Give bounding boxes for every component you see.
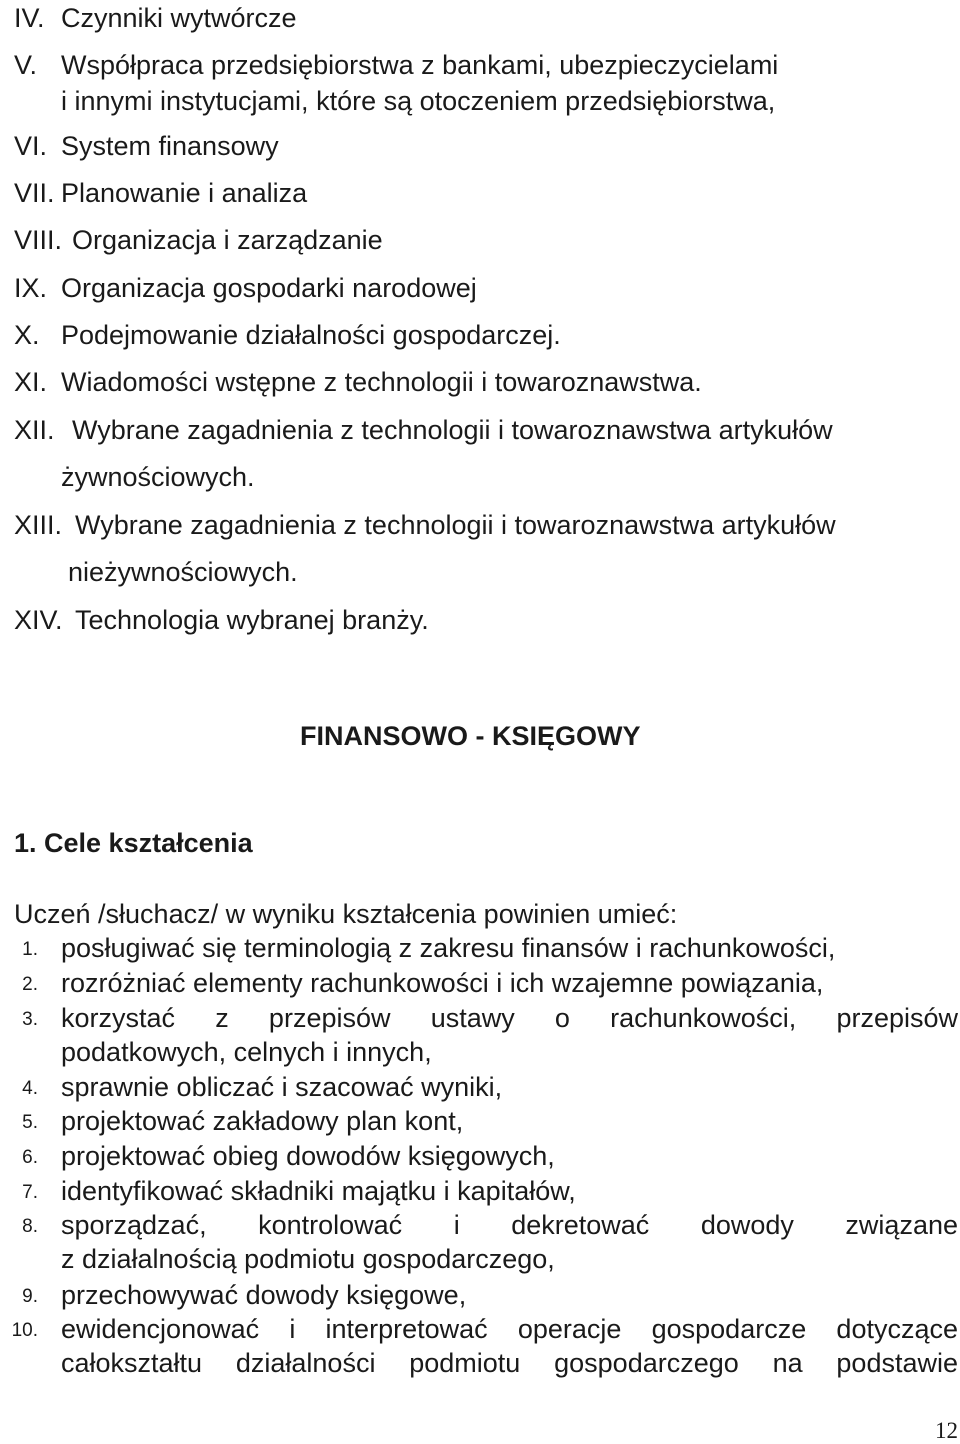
roman-number: VII.: [14, 178, 55, 208]
list-number: 5.: [22, 1112, 38, 1133]
roman-number: X.: [14, 320, 40, 350]
roman-text: Technologia wybranej branży.: [75, 605, 429, 635]
roman-text: Wiadomości wstępne z technologii i towaroznawstwa.: [61, 367, 702, 397]
section-title: FINANSOWO - KSIĘGOWY: [300, 721, 641, 751]
list-text-continued: z działalnością podmiotu gospodarczego,: [61, 1244, 555, 1274]
roman-text: Czynniki wytwórcze: [61, 3, 297, 33]
list-text: identyfikować składniki majątku i kapitałów,: [61, 1176, 576, 1206]
roman-text: Planowanie i analiza: [61, 178, 308, 208]
subsection-title: 1. Cele kształcenia: [14, 828, 253, 858]
roman-number: XI.: [14, 367, 48, 397]
roman-text: System finansowy: [61, 131, 279, 161]
roman-number: XIV.: [14, 605, 63, 635]
roman-number: XII.: [14, 415, 55, 445]
roman-text: Wybrane zagadnienia z technologii i towaroznawstwa artykułów: [75, 510, 836, 540]
roman-number: V.: [14, 50, 38, 80]
list-text: przechowywać dowody księgowe,: [61, 1280, 467, 1310]
roman-text: Podejmowanie działalności gospodarczej.: [61, 320, 561, 350]
roman-text: Wybrane zagadnienia z technologii i towaroznawstwa artykułów: [72, 415, 833, 445]
list-number: 6.: [22, 1147, 38, 1168]
roman-text: Współpraca przedsiębiorstwa z bankami, ubezpieczycielami: [61, 50, 779, 80]
intro-text: Uczeń /słuchacz/ w wyniku kształcenia powinien umieć:: [14, 899, 678, 929]
list-text: posługiwać się terminologią z zakresu finansów i rachunkowości,: [61, 933, 836, 963]
list-text: sprawnie obliczać i szacować wyniki,: [61, 1072, 503, 1102]
list-number: 4.: [22, 1078, 38, 1099]
list-text: sporządzać, kontrolować i dekretować dowody związane: [61, 1210, 958, 1240]
list-text: rozróżniać elementy rachunkowości i ich wzajemne powiązania,: [61, 968, 824, 998]
roman-text-continued: nieżywnościowych.: [68, 557, 298, 587]
page-number: 12: [935, 1418, 958, 1443]
list-number: 2.: [22, 974, 38, 995]
list-number: 1.: [22, 939, 38, 960]
roman-text-continued: i innymi instytucjami, które są otoczeniem przedsiębiorstwa,: [61, 86, 776, 116]
list-text: korzystać z przepisów ustawy o rachunkowości, przepisów: [61, 1003, 958, 1033]
list-number: 7.: [22, 1182, 38, 1203]
roman-number: IV.: [14, 3, 45, 33]
roman-text: Organizacja gospodarki narodowej: [61, 273, 477, 303]
list-text-continued: podatkowych, celnych i innych,: [61, 1037, 432, 1067]
list-number: 9.: [22, 1286, 38, 1307]
roman-text-continued: żywnościowych.: [61, 462, 255, 492]
roman-number: IX.: [14, 273, 48, 303]
list-number: 8.: [22, 1216, 38, 1237]
list-text: projektować zakładowy plan kont,: [61, 1106, 464, 1136]
list-number: 3.: [22, 1009, 38, 1030]
list-text: ewidencjonować i interpretować operacje gospodarcze dotyczące: [61, 1314, 958, 1344]
roman-number: VI.: [14, 131, 48, 161]
list-text-continued: całokształtu działalności podmiotu gospodarczego na podstawie: [61, 1348, 958, 1378]
list-number: 10.: [11, 1320, 38, 1341]
roman-number: VIII.: [14, 225, 63, 255]
roman-text: Organizacja i zarządzanie: [72, 225, 383, 255]
list-text: projektować obieg dowodów księgowych,: [61, 1141, 555, 1171]
roman-number: XIII.: [14, 510, 63, 540]
